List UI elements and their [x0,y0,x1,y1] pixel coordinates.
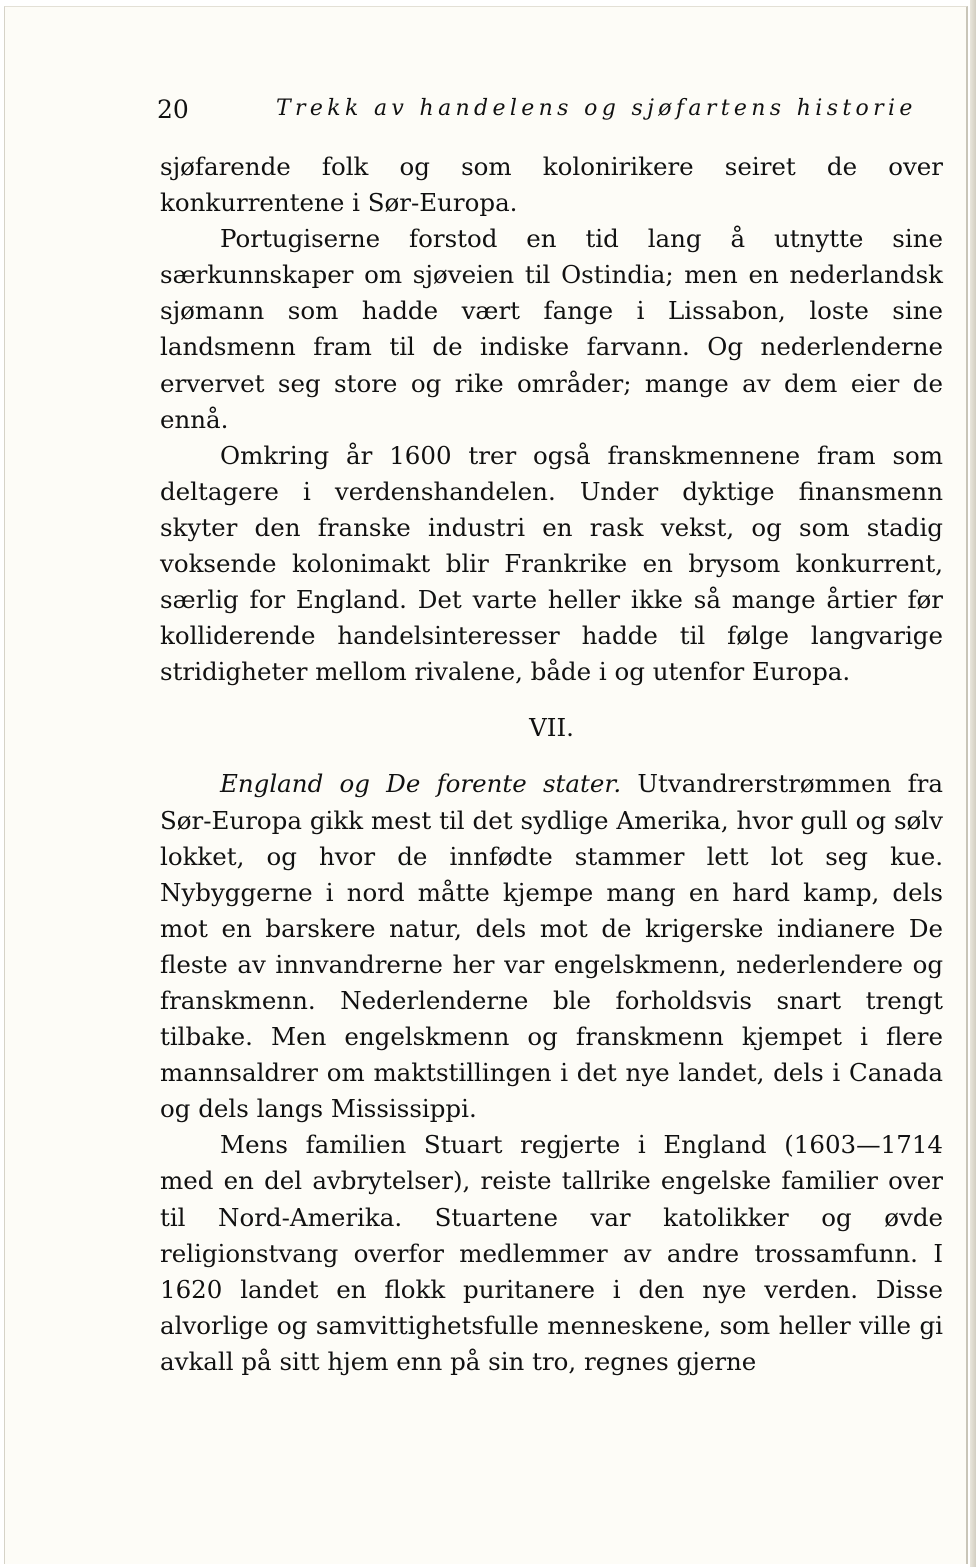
section-heading: VII. [529,713,574,743]
page-edge-shadow [970,0,976,1567]
paragraph-england-america-text: Utvandrerstrømmen fra Sør-Europa gikk mest til det sydlige Amerika, hvor gull og sølv lokket, og hvor de innfødte stammer lett lot seg kue. Nybyggerne i nord måtte kjempe mang en hard kamp, dels mot en barskere natur, dels mot de krigerske indianere De fleste av innvandrerne her var engelskmenn, nederlendere og franskmenn. Nederlenderne ble forholdsvis snart trengt tilbake. Men engelskmenn og franskmenn kjempet i flere mannsaldrer om maktstillingen i det nye landet, dels i Canada og dels langs Mississippi. [160,769,943,1124]
paragraph-portuguese: Portugiserne forstod en tid lang å utnytte sine særkunnskaper om sjøveien til Ostindia; men en nederlandsk sjømann som hadde vært fange i Lissabon, loste sine landsmenn fram til de indiske farvann. Og nederlenderne ervervet seg store og rike områder; mange av dem eier de ennå. [160,224,943,434]
running-header [157,95,943,129]
paragraph-continuation: sjøfarende folk og som kolonirikere seiret de over konkurrentene i Sør-Europa. [160,152,943,218]
running-title: Trekk av handelens og sjøfartens historie [276,96,917,121]
body-text [160,149,943,1380]
paragraph-french: Omkring år 1600 trer også franskmennene fram som deltagere i verdenshandelen. Under dyktige finansmenn skyter den franske industri en rask vekst, og som stadig voksende kolonimakt blir Frankrike en brysom konkurrent, særlig for England. Det varte heller ikke så mange årtier før kolliderende handelsinteresser hadde til følge langvarige stridigheter mellom rivalene, både i og utenfor Europa. [160,440,943,687]
paragraph-england-america [160,766,943,1127]
paragraph-stuart: Mens familien Stuart regjerte i England (1603—1714 med en del avbrytelser), reiste tallrike engelske familier over til Nord-Amerika. Stuartene var katolikker og øvde religionstvang overfor medlemmer av andre trossamfunn. I 1620 landet en flokk puritanere i den nye verden. Disse alvorlige og samvittighetsfulle menneskene, som heller ville gi avkall på sitt hjem enn på sin tro, regnes gjerne [160,1130,943,1376]
page-number: 20 [157,95,189,124]
book-page [4,6,968,1564]
section-lead-title: England og De forente stater. [220,769,622,799]
